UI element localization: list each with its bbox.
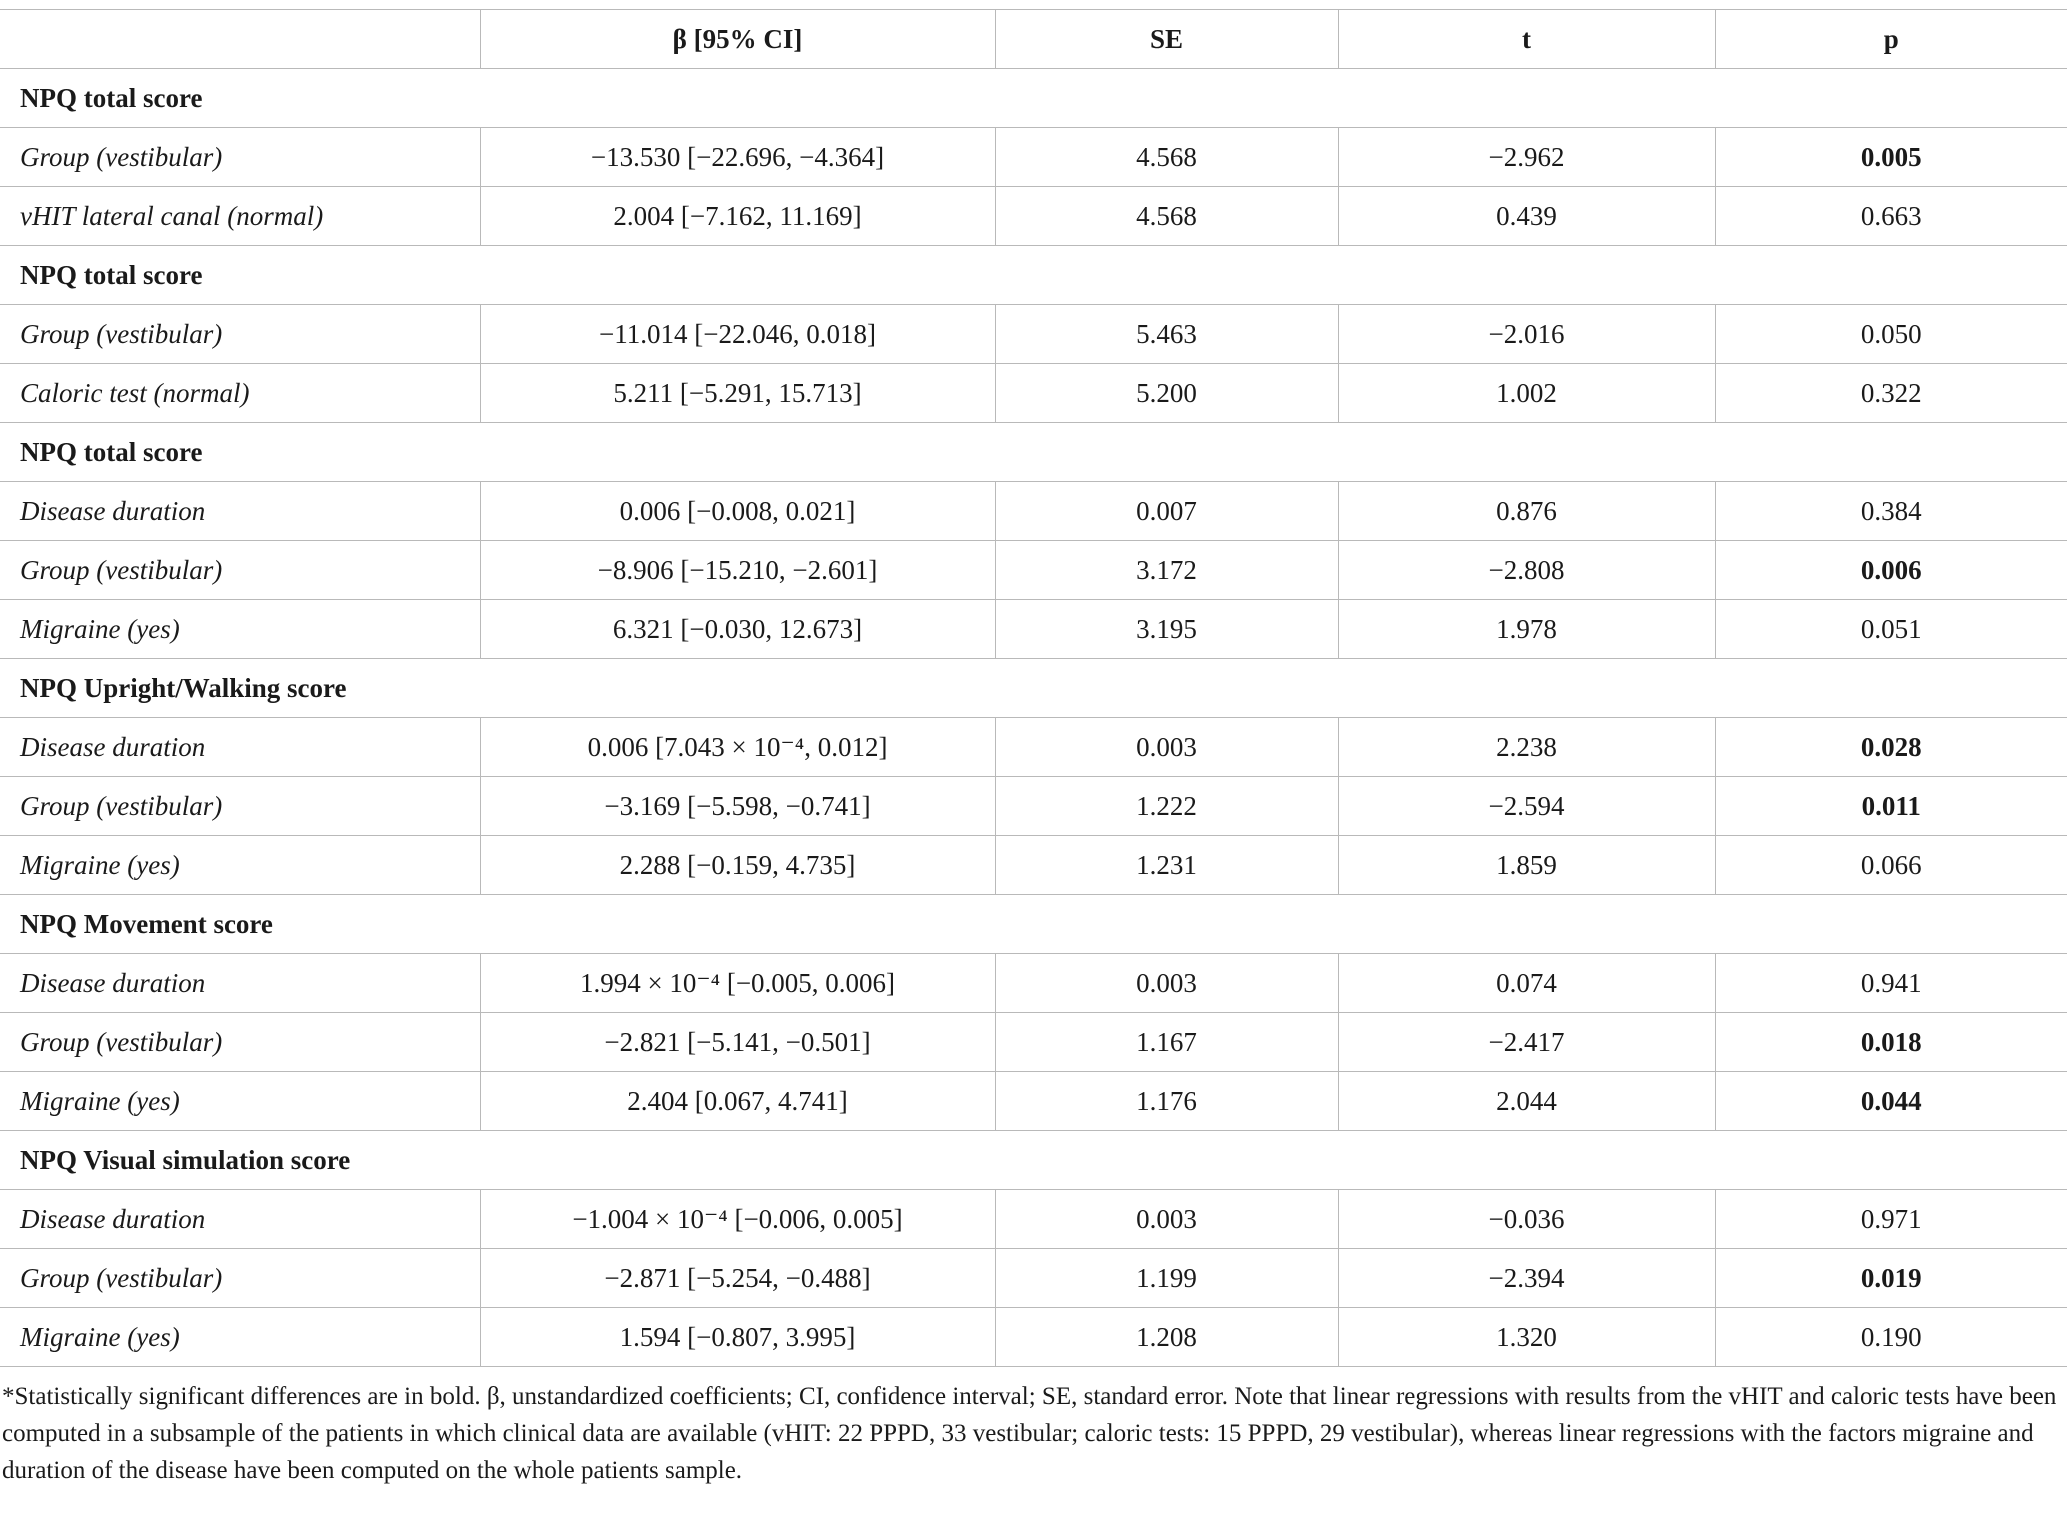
beta-ci-value: 0.006 [7.043 × 10⁻⁴, 0.012] [480,718,995,777]
t-value: 0.439 [1338,187,1715,246]
beta-ci-value: 2.404 [0.067, 4.741] [480,1072,995,1131]
se-value: 1.176 [995,1072,1338,1131]
beta-ci-value: −2.871 [−5.254, −0.488] [480,1249,995,1308]
se-value: 0.003 [995,718,1338,777]
p-value: 0.028 [1715,718,2067,777]
se-value: 3.195 [995,600,1338,659]
table-row [0,836,2067,895]
beta-ci-value: 6.321 [−0.030, 12.673] [480,600,995,659]
t-value: −2.808 [1338,541,1715,600]
section-row [0,69,2067,128]
se-value: 4.568 [995,187,1338,246]
predictor-label: Group (vestibular) [0,1013,480,1072]
table-row [0,305,2067,364]
t-value: −2.394 [1338,1249,1715,1308]
header-se: SE [995,10,1338,69]
beta-ci-value: −8.906 [−15.210, −2.601] [480,541,995,600]
se-value: 1.222 [995,777,1338,836]
beta-ci-value: −1.004 × 10⁻⁴ [−0.006, 0.005] [480,1190,995,1249]
predictor-label: Disease duration [0,954,480,1013]
t-value: 2.238 [1338,718,1715,777]
table-row [0,541,2067,600]
header-beta-ci: β [95% CI] [480,10,995,69]
table-row [0,128,2067,187]
predictor-label: Group (vestibular) [0,777,480,836]
section-title: NPQ total score [0,423,2067,482]
beta-ci-value: 5.211 [−5.291, 15.713] [480,364,995,423]
section-row [0,423,2067,482]
predictor-label: Migraine (yes) [0,600,480,659]
predictor-label: Migraine (yes) [0,836,480,895]
predictor-label: Disease duration [0,1190,480,1249]
predictor-label: Migraine (yes) [0,1308,480,1367]
beta-ci-value: −3.169 [−5.598, −0.741] [480,777,995,836]
header-t: t [1338,10,1715,69]
t-value: −2.962 [1338,128,1715,187]
section-row [0,659,2067,718]
p-value: 0.018 [1715,1013,2067,1072]
table-row [0,482,2067,541]
section-row [0,895,2067,954]
section-title: NPQ total score [0,69,2067,128]
p-value: 0.322 [1715,364,2067,423]
table-row [0,1013,2067,1072]
t-value: −2.594 [1338,777,1715,836]
table-row [0,718,2067,777]
table-row [0,1249,2067,1308]
p-value: 0.663 [1715,187,2067,246]
table-row [0,1072,2067,1131]
table-row [0,187,2067,246]
header-p: p [1715,10,2067,69]
p-value: 0.011 [1715,777,2067,836]
section-title: NPQ Movement score [0,895,2067,954]
predictor-label: Disease duration [0,482,480,541]
regression-table [0,9,2067,1367]
beta-ci-value: 1.994 × 10⁻⁴ [−0.005, 0.006] [480,954,995,1013]
predictor-label: Migraine (yes) [0,1072,480,1131]
p-value: 0.066 [1715,836,2067,895]
header-row [0,10,2067,69]
predictor-label: Group (vestibular) [0,305,480,364]
beta-ci-value: −2.821 [−5.141, −0.501] [480,1013,995,1072]
se-value: 5.463 [995,305,1338,364]
p-value: 0.941 [1715,954,2067,1013]
t-value: 1.859 [1338,836,1715,895]
se-value: 0.003 [995,1190,1338,1249]
t-value: −0.036 [1338,1190,1715,1249]
t-value: 2.044 [1338,1072,1715,1131]
section-row [0,246,2067,305]
predictor-label: Group (vestibular) [0,1249,480,1308]
p-value: 0.190 [1715,1308,2067,1367]
table-row [0,954,2067,1013]
se-value: 1.167 [995,1013,1338,1072]
se-value: 5.200 [995,364,1338,423]
se-value: 0.007 [995,482,1338,541]
p-value: 0.384 [1715,482,2067,541]
p-value: 0.044 [1715,1072,2067,1131]
section-title: NPQ total score [0,246,2067,305]
p-value: 0.971 [1715,1190,2067,1249]
t-value: −2.016 [1338,305,1715,364]
table-row [0,600,2067,659]
section-title: NPQ Visual simulation score [0,1131,2067,1190]
beta-ci-value: 2.004 [−7.162, 11.169] [480,187,995,246]
header-predictor [0,10,480,69]
p-value: 0.050 [1715,305,2067,364]
p-value: 0.005 [1715,128,2067,187]
predictor-label: Group (vestibular) [0,128,480,187]
beta-ci-value: 0.006 [−0.008, 0.021] [480,482,995,541]
table-row [0,777,2067,836]
beta-ci-value: −11.014 [−22.046, 0.018] [480,305,995,364]
se-value: 1.199 [995,1249,1338,1308]
predictor-label: Group (vestibular) [0,541,480,600]
se-value: 4.568 [995,128,1338,187]
se-value: 0.003 [995,954,1338,1013]
predictor-label: vHIT lateral canal (normal) [0,187,480,246]
p-value: 0.019 [1715,1249,2067,1308]
t-value: −2.417 [1338,1013,1715,1072]
table-footnote: *Statistically significant differences are in bold. β, unstandardized coefficients; CI, confidence interval; SE, standard error. Note that linear regressions with results from the vHIT and caloric tests have been computed in a subsample of the patients in which clinical data are available (vHIT: 22 PPPD, 33 vestibular; caloric tests: 15 PPPD, 29 vestibular), whereas linear regressions with the factors migraine and duration of the disease have been computed on the whole patients sample. [2,1383,2057,1484]
predictor-label: Caloric test (normal) [0,364,480,423]
section-title: NPQ Upright/Walking score [0,659,2067,718]
t-value: 0.876 [1338,482,1715,541]
table-row [0,364,2067,423]
t-value: 1.002 [1338,364,1715,423]
t-value: 1.320 [1338,1308,1715,1367]
p-value: 0.051 [1715,600,2067,659]
se-value: 1.208 [995,1308,1338,1367]
section-row [0,1131,2067,1190]
beta-ci-value: −13.530 [−22.696, −4.364] [480,128,995,187]
table-row [0,1308,2067,1367]
p-value: 0.006 [1715,541,2067,600]
t-value: 1.978 [1338,600,1715,659]
se-value: 1.231 [995,836,1338,895]
table-body [0,69,2067,1367]
predictor-label: Disease duration [0,718,480,777]
t-value: 0.074 [1338,954,1715,1013]
beta-ci-value: 2.288 [−0.159, 4.735] [480,836,995,895]
table-row [0,1190,2067,1249]
se-value: 3.172 [995,541,1338,600]
beta-ci-value: 1.594 [−0.807, 3.995] [480,1308,995,1367]
